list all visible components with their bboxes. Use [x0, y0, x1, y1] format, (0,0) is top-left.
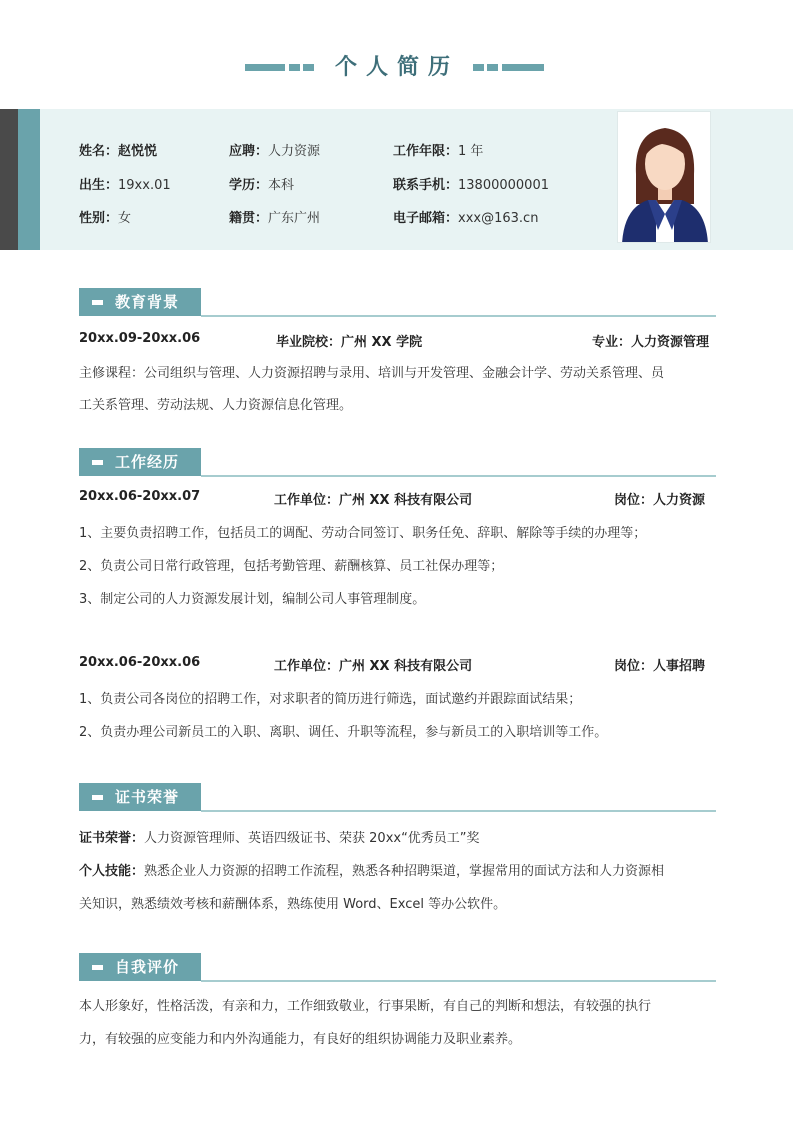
- cert-line: 证书荣誉：人力资源管理师、英语四级证书、荣获 20xx“优秀员工”奖: [79, 831, 480, 846]
- edu-major: 专业：人力资源管理: [592, 335, 710, 350]
- job-company: 工作单位：广州 XX 科技有限公司: [274, 493, 473, 508]
- section-title: 自我评价: [115, 958, 180, 976]
- section-title: 证书荣誉: [115, 788, 180, 806]
- info-birth: 出生：19xx.01: [79, 178, 171, 193]
- dash-icon: [92, 965, 103, 970]
- info-gender: 性别：女: [79, 211, 132, 226]
- info-apply: 应聘：人力资源: [229, 144, 321, 159]
- section-title: 教育背景: [115, 293, 180, 311]
- info-years: 工作年限：1 年: [393, 144, 484, 159]
- dash-icon: [92, 460, 103, 465]
- job-period: 20xx.06-20xx.07: [79, 489, 201, 504]
- info-education: 学历：本科: [229, 178, 295, 193]
- section-title: 工作经历: [115, 453, 180, 471]
- title-deco-bar: [245, 64, 285, 71]
- info-name: 姓名：赵悦悦: [79, 144, 158, 159]
- section-rule: [201, 980, 716, 982]
- edu-period: 20xx.09-20xx.06: [79, 331, 201, 346]
- edu-courses-line: 工关系管理、劳动法规、人力资源信息化管理。: [79, 398, 353, 413]
- title-deco-bar: [289, 64, 300, 71]
- dash-icon: [92, 300, 103, 305]
- job-period: 20xx.06-20xx.06: [79, 655, 201, 670]
- job-duty: 1、负责公司各岗位的招聘工作，对求职者的简历进行筛选，面试邀约并跟踪面试结果；: [79, 692, 582, 707]
- info-email: 电子邮箱：xxx@163.cn: [393, 211, 539, 226]
- job-duty: 2、负责办理公司新员工的入职、离职、调任、升职等流程，参与新员工的入职培训等工作。: [79, 725, 608, 740]
- section-header-work: [79, 448, 716, 478]
- info-origin: 籍贯：广东广州: [229, 211, 321, 226]
- self-eval-line: 本人形象好，性格活泼，有亲和力，工作细致敬业，行事果断，有自己的判断和想法，有较强的执行: [79, 999, 652, 1014]
- female-avatar-icon: [617, 111, 711, 243]
- info-phone: 联系手机：13800000001: [393, 178, 549, 193]
- title-deco-bar: [487, 64, 498, 71]
- section-rule: [201, 315, 716, 317]
- job-duty: 3、制定公司的人力资源发展计划，编制公司人事管理制度。: [79, 592, 426, 607]
- edu-courses-line: 主修课程：公司组织与管理、人力资源招聘与录用、培训与开发管理、金融会计学、劳动关系管理、员: [79, 366, 665, 381]
- job-position: 岗位：人事招聘: [614, 659, 706, 674]
- decor-strip-dark: [0, 109, 18, 250]
- job-position: 岗位：人力资源: [614, 493, 706, 508]
- title-row: [0, 52, 793, 84]
- section-header-education: [79, 288, 716, 318]
- job-company: 工作单位：广州 XX 科技有限公司: [274, 659, 473, 674]
- section-rule: [201, 475, 716, 477]
- skill-line: 个人技能：熟悉企业人力资源的招聘工作流程，熟悉各种招聘渠道，掌握常用的面试方法和人力资源相: [79, 864, 665, 879]
- section-header-certs: [79, 783, 716, 813]
- title-deco-bar: [502, 64, 544, 71]
- edu-school: 毕业院校：广州 XX 学院: [276, 335, 423, 350]
- job-duty: 1、主要负责招聘工作，包括员工的调配、劳动合同签订、职务任免、辞职、解除等手续的办理等；: [79, 526, 647, 541]
- title-deco-bar: [473, 64, 484, 71]
- title-deco-bar: [303, 64, 314, 71]
- section-header-self-eval: [79, 953, 716, 983]
- dash-icon: [92, 795, 103, 800]
- job-duty: 2、负责公司日常行政管理，包括考勤管理、薪酬核算、员工社保办理等；: [79, 559, 504, 574]
- skill-line: 关知识，熟悉绩效考核和薪酬体系，熟练使用 Word、Excel 等办公软件。: [79, 897, 507, 912]
- page-title: 个人简历: [335, 55, 460, 80]
- section-rule: [201, 810, 716, 812]
- decor-strip-teal: [18, 109, 40, 250]
- self-eval-line: 力，有较强的应变能力和内外沟通能力，有良好的组织协调能力及职业素养。: [79, 1032, 522, 1047]
